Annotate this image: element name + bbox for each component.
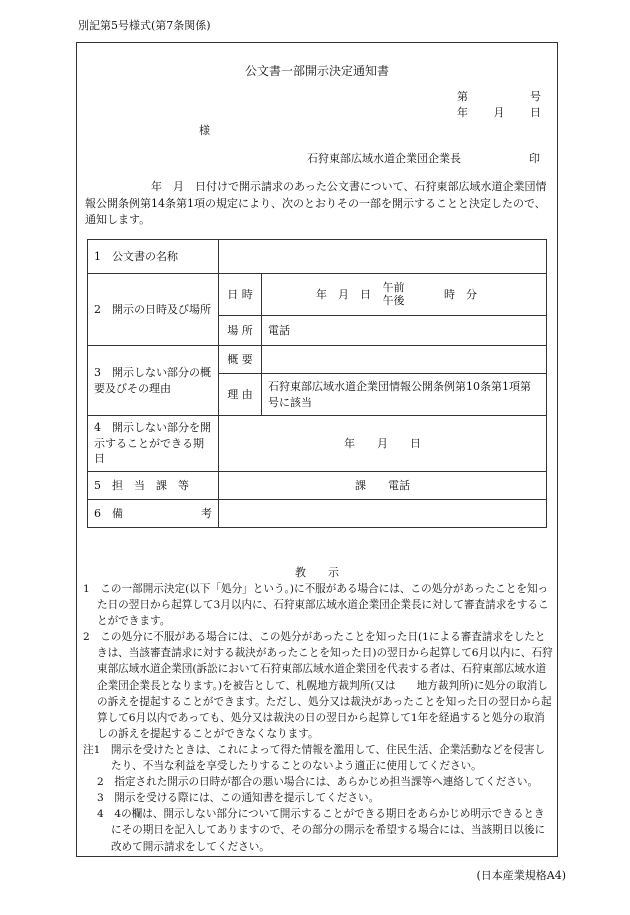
sender-name: 石狩東部広域水道企業団企業長 xyxy=(307,152,461,165)
table-row xyxy=(88,472,547,500)
row3-summary-value xyxy=(262,346,547,374)
row6-value xyxy=(219,500,547,528)
table-row xyxy=(88,500,547,528)
table-row xyxy=(88,274,547,316)
row6-label-part1: 6 備 xyxy=(94,506,123,520)
row4-value: 年 月 日 xyxy=(219,416,547,472)
note-4: 4 4の欄は、開示しない部分について開示することができる期日をあらかじめ明示できるときにその期日を記入してありますので、その部分の開示を希望する場合には、当該期日以後に改めて開示請求をしてください。 xyxy=(97,808,546,853)
document-title: 公文書一部開示決定通知書 xyxy=(244,64,389,78)
table-row xyxy=(88,416,547,472)
datetime-time: 時 分 xyxy=(444,287,477,301)
note-2: 2 指定された開示の日時が都合の悪い場合には、あらかじめ担当課等へ連絡してください。 xyxy=(97,776,539,789)
decision-table xyxy=(87,239,547,528)
row2-datetime-value xyxy=(262,274,547,316)
date-year: 年 xyxy=(457,106,468,119)
row5-value: 課 電話 xyxy=(219,472,547,500)
row2-place-value: 電話 xyxy=(262,316,547,346)
row5-label: 5 担 当 課 等 xyxy=(88,472,219,500)
addressee: 様 xyxy=(199,124,210,137)
row1-value xyxy=(219,240,547,274)
notice-heading: 教 示 xyxy=(295,566,339,579)
body-text: 年 月 日付けで開示請求のあった公文書について、石狩東部広域水道企業団情報公開条例第14条第1項の規定により、次のとおりその一部を開示することと決定したので、通知します。 xyxy=(85,180,547,226)
notice-item-1: 1 この一部開示決定(以下「処分」という。)に不服がある場合には、この処分があったことを知った日の翌日から起算して3月以内に、石狩東部広域水道企業団企業長に対して審査請求をすることができます。 xyxy=(83,583,549,628)
notice-frame xyxy=(76,42,558,857)
paper-spec: (日本産業規格A4) xyxy=(476,869,566,882)
pm-label: 午後 xyxy=(382,293,405,307)
document-date-line xyxy=(457,105,541,121)
row2-datetime-label: 日 時 xyxy=(219,274,262,316)
notice-item-2: 2 この処分に不服がある場合には、この処分があったことを知った日(1による審査請求をしたときは、当該審査請求に対する裁決があったことを知った日)の翌日から起算して6月以内に、石狩東部広域水道企業団(訴訟において石狩東部広域水道企業団を代表する者は、石狩東部広域水道企業団企業長となります。)を被告として、札幌地方裁判所(又は 地方裁判所)に処分の取消しの訴えを提起することができます。ただし、処分又は裁決があったことを知った日の翌日から起算して6月以内であっても、処分又は裁決の日の翌日から起算して1年を経過すると処分の取消しの訴えを提起することができなくなります。 xyxy=(83,631,553,740)
number-prefix: 第 xyxy=(457,90,468,103)
row2-place-label: 場 所 xyxy=(219,316,262,346)
datetime-date: 年 月 日 xyxy=(316,287,371,301)
row3-label: 3 開示しない部分の概要及びその理由 xyxy=(88,346,219,416)
document-number-line xyxy=(457,89,541,105)
date-day: 日 xyxy=(530,106,541,119)
seal-mark: 印 xyxy=(529,152,540,165)
form-number: 別記第5号様式(第7条関係) xyxy=(78,19,211,32)
note-1: 注1 開示を受けたときは、これによって得た情報を濫用して、住民生活、企業活動などを侵害したり、不当な利益を享受したりすることのないよう適正に使用してください。 xyxy=(83,743,546,773)
number-suffix: 号 xyxy=(530,90,541,103)
row1-label: 1 公文書の名称 xyxy=(88,240,219,274)
row3-reason-value: 石狩東部広域水道企業団情報公開条例第10条第1項第 号に該当 xyxy=(262,374,547,416)
note-3: 3 開示を受ける際には、この通知書を提示してください。 xyxy=(97,792,380,805)
am-pm xyxy=(383,282,405,307)
table-row xyxy=(88,346,547,374)
notice-block xyxy=(83,581,553,855)
date-month: 月 xyxy=(493,106,505,119)
am-label: 午前 xyxy=(382,280,405,294)
row2-label: 2 開示の日時及び場所 xyxy=(88,274,219,346)
row6-label xyxy=(88,500,219,528)
table-row xyxy=(88,240,547,274)
row6-label-part2: 考 xyxy=(201,506,212,520)
row3-summary-label: 概 要 xyxy=(219,346,262,374)
row4-label: 4 開示しない部分を開示することができる期日 xyxy=(88,416,219,472)
row3-reason-label: 理 由 xyxy=(219,374,262,416)
